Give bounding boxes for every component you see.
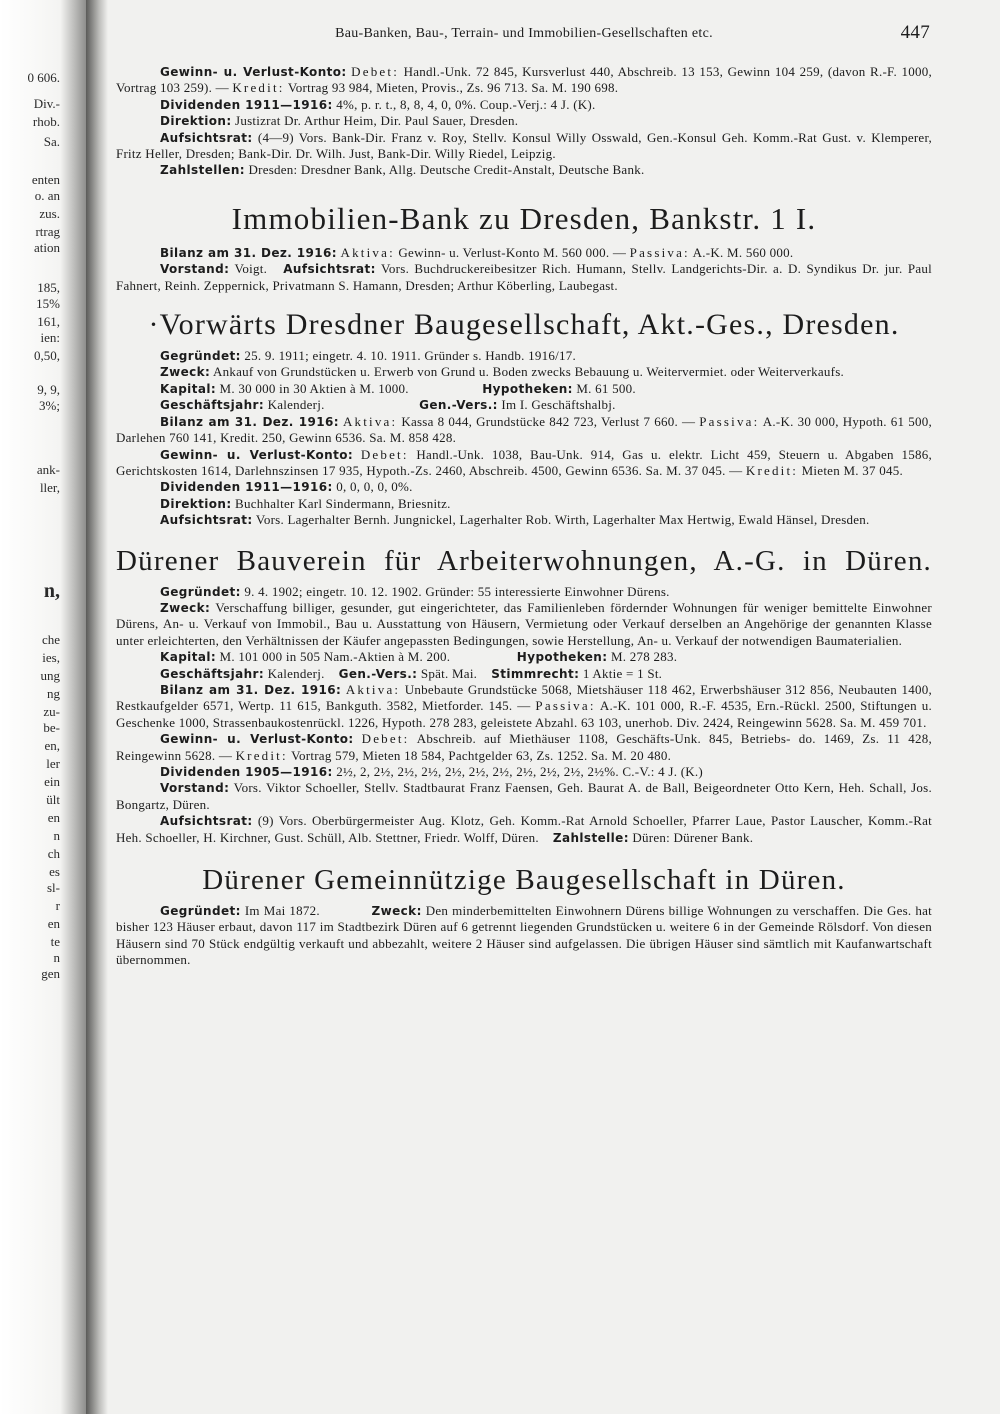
left-margin-strip [0, 0, 86, 1414]
section-continuation [116, 64, 932, 179]
margin-fragment: enten [31, 172, 60, 187]
text-geschaeftsjahr: Kalenderj. [267, 665, 325, 681]
label-aufsichtsrat: Aufsichtsrat: [160, 513, 253, 528]
label-aufsichtsrat: Aufsichtsrat: [160, 814, 253, 829]
margin-fragment: o. an [34, 188, 60, 203]
margin-fragment: ller, [39, 480, 60, 495]
section-immobilien-bank [116, 245, 932, 294]
label-debet: Debet: [361, 731, 410, 747]
heading-duerener-gemeinnuetzige: Dürener Gemeinnützige Baugesellschaft in Düren. [202, 864, 846, 897]
paragraph-zweck [116, 600, 932, 649]
label-debet: Debet: [351, 64, 400, 79]
label-gegruendet: Gegründet: [160, 349, 241, 364]
margin-fragment: ien: [40, 330, 60, 345]
label-aufsichtsrat: Aufsichtsrat: [283, 262, 376, 277]
label-passiva: Passiva: [535, 698, 596, 714]
paragraph-kapital [116, 649, 932, 665]
section-vorwaerts [116, 348, 932, 528]
section-duerener-bauverein [116, 584, 932, 847]
label-debet: Debet: [360, 446, 409, 462]
paragraph-gegruendet-zweck [116, 903, 932, 969]
text-dividenden: 2½, 2, 2½, 2½, 2½, 2½, 2½, 2½, 2½, 2½, 2½, 2½%. C.-V.: 4 J. (K.) [336, 764, 703, 779]
text-gewinn-debet: Handl.-Unk. 1038, Bau-Unk. 914, Gas u. elektr. Licht 459, Steuern u. Abgaben 1586, Gerichtskosten 1614, Darlehnszinsen 17 935, Hypoth.-Zs. 2460, Abschreib. 4500, Gewinn 6536. Sa. M. 37 045. — [116, 446, 932, 478]
paragraph-aufsichtsrat [116, 130, 932, 163]
paragraph-kapital [116, 381, 932, 397]
book-gutter [86, 0, 108, 1414]
margin-fragment: ng [47, 686, 60, 701]
text-dividenden: 0, 0, 0, 0, 0%. [336, 479, 413, 495]
paragraph-dividenden [116, 764, 932, 780]
margin-fragment: 3%; [39, 398, 60, 413]
paragraph-zweck [116, 364, 932, 380]
text-aufsichtsrat: (9) Vors. Oberbürgermeister Aug. Klotz, Geh. Komm.-Rat Arnold Schoeller, Pfarrer Laue, Pastor Lauscher, Komm.-Rat Heh. Schoeller, H. Kirchner, Gust. Schüll, Alb. Stettner, Friedr. Wolff, Düren. [116, 813, 933, 845]
label-dividenden: Dividenden 1905—1916: [160, 765, 333, 779]
paragraph-aufsichtsrat [116, 813, 932, 846]
text-gegruendet: 25. 9. 1911; eingetr. 4. 10. 1911. Gründer s. Handb. 1916/17. [244, 348, 577, 364]
label-zahlstellen: Zahlstellen: [160, 163, 245, 178]
text-gewinn-kredit: Vortrag 579, Mieten 18 584, Pachtgelder 63, Zs. 1252. Sa. M. 20 480. [291, 747, 672, 763]
running-head-title: Bau-Banken, Bau-, Terrain- und Immobilien-Gesellschaften etc. [335, 26, 713, 41]
margin-fragment: n [53, 950, 60, 965]
margin-fragment: ation [34, 240, 60, 255]
paragraph-aufsichtsrat [116, 512, 932, 528]
label-gen-vers: Gen.-Vers.: [338, 666, 418, 681]
margin-fragment: 0,50, [34, 348, 60, 363]
margin-fragment: r [55, 898, 60, 913]
text-hypotheken: M. 61 500. [576, 380, 636, 396]
text-gen-vers: Im I. Geschäftshalbj. [501, 397, 616, 413]
text-bilanz-passiva: A.-K. 30 000, Hypoth. 61 500, Darlehen 760 141, Kredit. 250, Gewinn 6536. Sa. M. 858 428. [116, 413, 933, 446]
text-direktion: Buchhalter Karl Sindermann, Briesnitz. [235, 495, 451, 511]
margin-fragment: 185, [37, 280, 60, 295]
label-gewinn: Gewinn- u. Verlust-Konto: [160, 732, 354, 747]
label-kredit: Kredit: [232, 80, 285, 96]
label-gegruendet: Gegründet: [160, 904, 241, 919]
page [116, 22, 933, 969]
label-direktion: Direktion: [160, 496, 232, 511]
label-bilanz: Bilanz am 31. Dez. 1916: [160, 414, 339, 429]
text-zweck: Den minderbemittelten Einwohnern Dürens billige Wohnungen zu verschaffen. Die Ges. hat bisher 123 Häuser erbaut, davon 117 im Stadtbezirk Düren auf 6 getrennt liegenden Grundstücken u. weitere 6 in der Gemeinde Rölsdorf. Von diesen Häusern sind 70 Stück endgültig verkauft und abbezahlt, weitere 2 Häuser sind aufgelassen. Die übrigen Häuser sind sämtlich mit Kaufanwartschaft übernommen. [116, 903, 933, 968]
text-zweck: Verschaffung billiger, gesunder, gut eingerichteter, das Familienleben fördernder Wohnungen für weniger bemittelte Einwohner Dürens, An- u. Verkauf von Immobil., Bau u. Ausstattung von Häusern, Vermietung oder Verkauf derselben an Angehörige der genannten Klasse unter erleichterten, den Verhältnissen der Käufer angepassten Bedingungen, sowie Herstellung, An- u. Verkauf der notwendigen Baumaterialien. [116, 599, 933, 648]
text-vorstand: Vors. Viktor Schoeller, Stellv. Stadtbaurat Franz Faensen, Geh. Baurat A. de Ball, Beigeordneter Otto Kern, Heh. Schall, Jos. Bongartz, Düren. [116, 780, 932, 812]
margin-fragment: n [53, 828, 60, 843]
label-zweck: Zweck: [371, 904, 422, 919]
label-gewinn: Gewinn- u. Verlust-Konto: [160, 447, 354, 462]
margin-fragment: ch [47, 846, 60, 861]
margin-fragment: 161, [37, 314, 60, 329]
label-gegruendet: Gegründet: [160, 584, 241, 599]
label-kapital: Kapital: [160, 650, 217, 665]
label-aufsichtsrat: Aufsichtsrat: [160, 130, 253, 145]
text-gegruendet: Im Mai 1872. [244, 903, 320, 919]
text-aufsichtsrat: Vors. Lagerhalter Bernh. Jungnickel, Lagerhalter Rob. Wirth, Lagerhalter Max Hertwig, Ewald Hänsel, Dresden. [255, 512, 870, 528]
label-hypotheken: Hypotheken: [516, 650, 608, 665]
margin-fragment: gen [41, 966, 60, 981]
label-passiva: Passiva: [699, 413, 760, 429]
label-zweck: Zweck: [160, 600, 211, 615]
heading-immobilien-bank: Immobilien-Bank zu Dresden, Bankstr. 1 I. [231, 200, 817, 236]
text-gewinn-debet: Handl.-Unk. 72 845, Kursverlust 440, Abschreib. 13 153, Gewinn 104 259, (davon R.-F. 1000, Vortrag 103 259). — [116, 64, 932, 96]
text-geschaeftsjahr: Kalenderj. [267, 397, 325, 413]
label-geschaeftsjahr: Geschäftsjahr: [160, 398, 265, 413]
text-aufsichtsrat: (4—9) Vors. Bank-Dir. Franz v. Roy, Stellv. Konsul Willy Osswald, Gen.-Konsul Geh. Komm.-Rat Gust. v. Klemperer, Fritz Heller, Dresden; Bank-Dir. Dr. Wilh. Just, Bank-Dir. Willy Riedel, Leipzig. [116, 129, 933, 162]
margin-fragment: te [50, 934, 60, 949]
margin-fragment: ein [44, 774, 60, 789]
margin-fragment: 0 606. [27, 70, 60, 85]
margin-fragment: che [41, 632, 60, 647]
margin-fragment: ler [46, 756, 60, 771]
text-bilanz-passiva: A.-K. M. 560 000. [692, 244, 794, 260]
margin-fragment: en [47, 810, 60, 825]
paragraph-dividenden [116, 97, 932, 113]
label-bilanz: Bilanz am 31. Dez. 1916: [160, 245, 338, 260]
text-aufsichtsrat: Vors. Buchdruckereibesitzer Rich. Humann, Stellv. Landgerichts-Dir. a. D. Syndikus Dr. jur. Paul Fahnert, Reinh. Zeppernick, Privatmann S. Hamann, Dresden; Arthur Köberling, Laubegast. [116, 261, 933, 293]
margin-fragment: zus. [39, 206, 60, 221]
text-zweck: Ankauf von Grundstücken u. Erwerb von Grund u. Boden zwecks Bebauung u. Weitervermiet. oder Weiterverkaufs. [213, 364, 845, 380]
label-direktion: Direktion: [160, 114, 232, 129]
heading-vorwaerts: ·Vorwärts Dresdner Baugesellschaft, Akt.-Ges., Dresden. [148, 308, 900, 342]
label-bilanz: Bilanz am 31. Dez. 1916: [160, 682, 342, 697]
text-gewinn-kredit: Vortrag 93 984, Mieten, Provis., Zs. 96 713. Sa. M. 190 698. [287, 80, 619, 96]
label-gen-vers: Gen.-Vers.: [419, 398, 498, 413]
paragraph-zahlstellen [116, 162, 932, 178]
text-hypotheken: M. 278 283. [610, 649, 678, 665]
paragraph-bilanz [116, 682, 932, 731]
label-aktiva: Aktiva: [342, 413, 398, 429]
paragraph-bilanz [116, 414, 932, 447]
margin-fragment: Div.- [33, 96, 60, 111]
paragraph-vorstand [116, 261, 932, 294]
paragraph-vorstand [116, 780, 932, 813]
margin-fragment: 9, 9, [37, 382, 60, 397]
text-gen-vers: Spät. Mai. [420, 665, 478, 681]
paragraph-gewinn [116, 64, 932, 97]
section-duerener-gemeinnuetzige [116, 903, 932, 969]
margin-fragment: sl- [47, 880, 60, 895]
text-zahlstelle: Düren: Dürener Bank. [632, 829, 754, 845]
text-bilanz-aktiva: Gewinn- u. Verlust-Konto M. 560 000. — [398, 244, 627, 260]
label-vorstand: Vorstand: [160, 262, 230, 277]
margin-fragment: en, [44, 738, 60, 753]
paragraph-gegruendet [116, 348, 932, 364]
label-passiva: Passiva: [629, 244, 690, 260]
margin-fragment: rhob. [32, 114, 60, 129]
text-bilanz-aktiva: Kassa 8 044, Grundstücke 842 723, Verlust 7 660. — [401, 413, 696, 429]
margin-fragment: es [49, 864, 60, 879]
label-kapital: Kapital: [160, 381, 217, 396]
heading-duerener-bauverein: Dürener Bauverein für Arbeiterwohnungen, A.-G. in Düren. [116, 544, 932, 577]
text-bilanz-aktiva: Unbebaute Grundstücke 5068, Mietshäuser 118 462, Erwerbshäuser 312 856, Neubauten 1400, Restkaufgelder 6571, Wertp. 11 615, Bankguth. 3582, Mietforder. 145. — [116, 681, 933, 714]
label-stimmrecht: Stimmrecht: [491, 666, 580, 681]
paragraph-dividenden [116, 479, 932, 495]
text-gegruendet: 9. 4. 1902; eingetr. 10. 12. 1902. Gründer: 55 interessierte Einwohner Dürens. [244, 583, 670, 599]
margin-fragment: zu- [43, 704, 60, 719]
label-kredit: Kredit: [235, 747, 288, 763]
text-kapital: M. 101 000 in 505 Nam.-Aktien à M. 200. [219, 649, 451, 665]
running-head [116, 22, 932, 56]
text-gewinn-debet: Abschreib. auf Miethäuser 1108, Geschäfts-Unk. 845, Betriebs- do. 1469, Zs. 11 428, Reingewinn 5628. — [116, 731, 933, 763]
paragraph-direktion [116, 113, 932, 129]
label-vorstand: Vorstand: [160, 781, 230, 796]
margin-fragment: Sa. [43, 134, 60, 149]
margin-fragment: ült [46, 792, 60, 807]
label-aktiva: Aktiva: [340, 244, 395, 260]
margin-fragment: ank- [36, 462, 60, 477]
label-kredit: Kredit: [745, 462, 799, 478]
margin-fragment: be- [43, 720, 60, 735]
margin-fragment: rtrag [35, 224, 60, 239]
label-hypotheken: Hypotheken: [482, 381, 573, 396]
text-gewinn-kredit: Mieten M. 37 045. [801, 462, 904, 478]
paragraph-bilanz [116, 245, 932, 261]
paragraph-gewinn [116, 447, 932, 480]
text-stimmrecht: 1 Aktie = 1 St. [582, 665, 663, 681]
label-zweck: Zweck: [160, 365, 211, 380]
text-vorstand: Voigt. [234, 261, 268, 277]
text-kapital: M. 30 000 in 30 Aktien à M. 1000. [219, 380, 409, 396]
margin-fragment: 15% [36, 296, 60, 311]
paragraph-gegruendet [116, 584, 932, 600]
label-dividenden: Dividenden 1911—1916: [160, 480, 333, 495]
text-dividenden: 4%, p. r. t., 8, 8, 4, 0, 0%. Coup.-Verj.: 4 J. (K). [336, 96, 596, 112]
label-gewinn: Gewinn- u. Verlust-Konto: [160, 65, 347, 79]
text-zahlstellen: Dresden: Dresdner Bank, Allg. Deutsche Credit-Anstalt, Deutsche Bank. [248, 162, 645, 178]
margin-fragment: ies, [42, 650, 60, 665]
paragraph-gewinn [116, 731, 932, 764]
label-aktiva: Aktiva: [345, 681, 401, 697]
page-number: 447 [900, 22, 930, 43]
label-zahlstelle: Zahlstelle: [552, 830, 629, 845]
paragraph-geschaeftsjahr [116, 666, 932, 682]
label-geschaeftsjahr: Geschäftsjahr: [160, 666, 265, 681]
paragraph-geschaeftsjahr [116, 397, 932, 413]
text-bilanz-passiva: A.-K. 101 000, R.-F. 4535, Ern.-Rückl. 2500, Stiftungen u. Geschenke 1000, Strassenbaukostenrückl. 1226, Hypoth. 278 283, geleistete Abzahl. 63 103, unerhob. Div. 2424, Reingewinn 5628. Sa. M. 459 701. [116, 698, 932, 730]
margin-fragment: ung [40, 668, 60, 683]
text-direktion: Justizrat Dr. Arthur Heim, Dir. Paul Sauer, Dresden. [235, 113, 519, 129]
paragraph-direktion [116, 496, 932, 512]
margin-fragment: n, [43, 580, 60, 602]
margin-fragment: en [47, 916, 60, 931]
label-dividenden: Dividenden 1911—1916: [160, 97, 333, 112]
